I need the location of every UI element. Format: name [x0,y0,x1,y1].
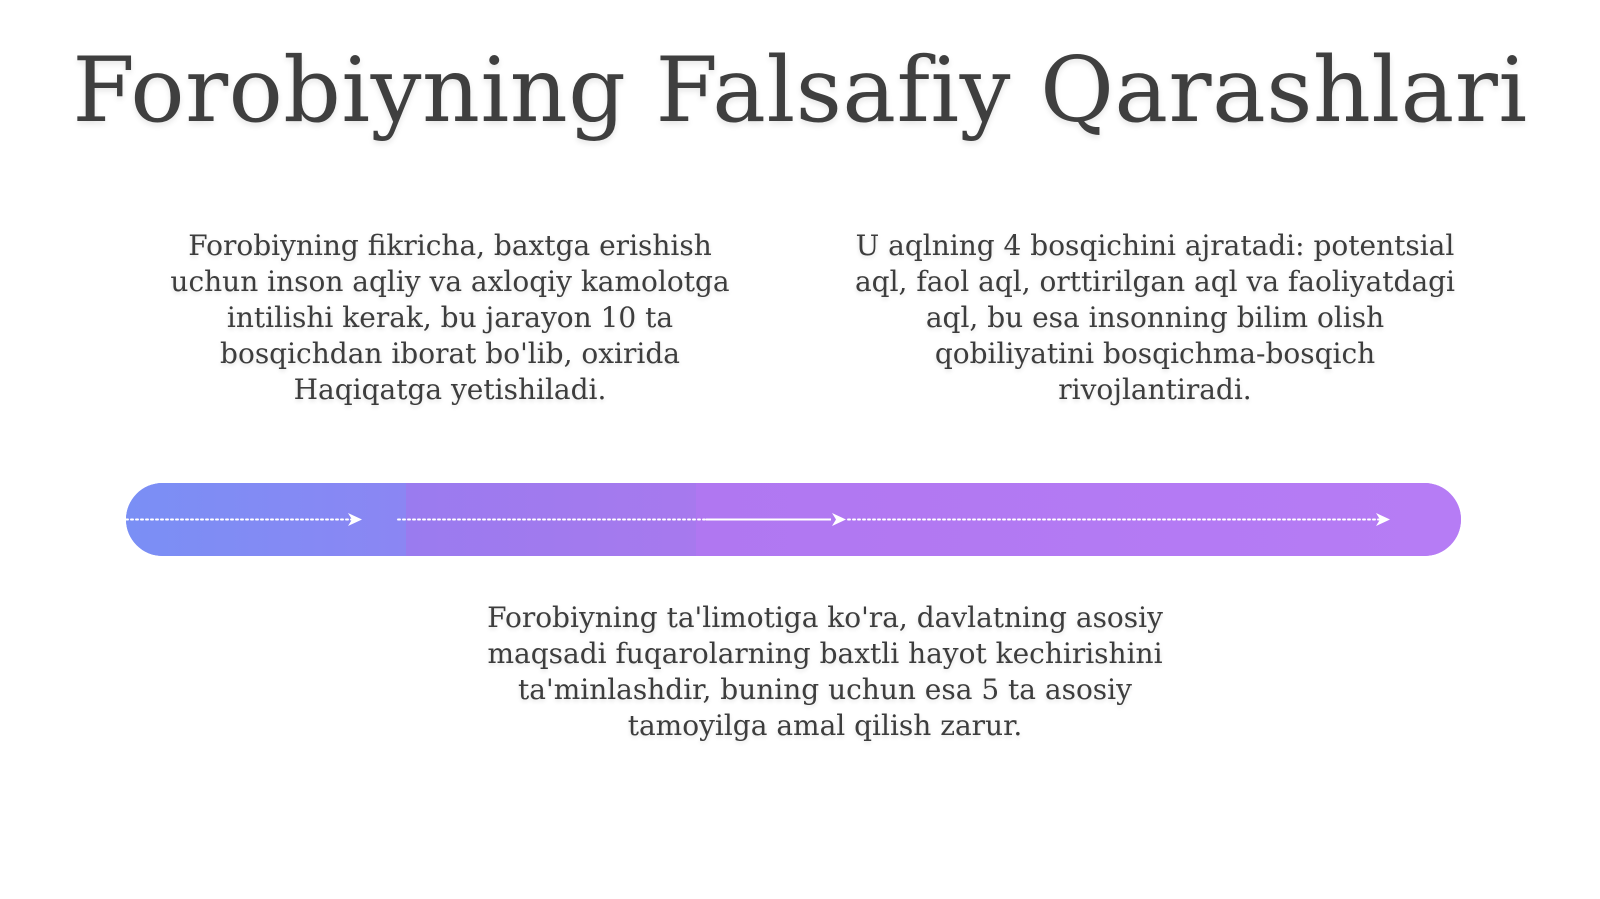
paragraph-left: Forobiyning fikricha, baxtga erishish uchun inson aqliy va axloqiy kamolotga intilishi kerak, bu jarayon 10 ta bosqichdan iborat bo'lib, oxirida Haqiqatga yetishiladi. [170,229,730,406]
timeline-lines [126,483,1461,556]
timeline-bar [126,483,1461,556]
paragraph-bottom: Forobiyning ta'limotiga ko'ra, davlatning asosiy maqsadi fuqarolarning baxtli hayot kechirishini ta'minlashdir, buning uchun esa 5 ta asosiy tamoyilga amal qilish zarur. [487,601,1163,742]
paragraph-right: U aqlning 4 bosqichini ajratadi: potentsial aql, faol aql, orttirilgan aql va faoliyatdagi aql, bu esa insonning bilim olish qobiliyatini bosqichma-bosqich rivojlantiradi. [854,229,1456,406]
arrow-right-icon [832,513,846,526]
slide-title: Forobiyning Falsafiy Qarashlari [72,38,1528,143]
